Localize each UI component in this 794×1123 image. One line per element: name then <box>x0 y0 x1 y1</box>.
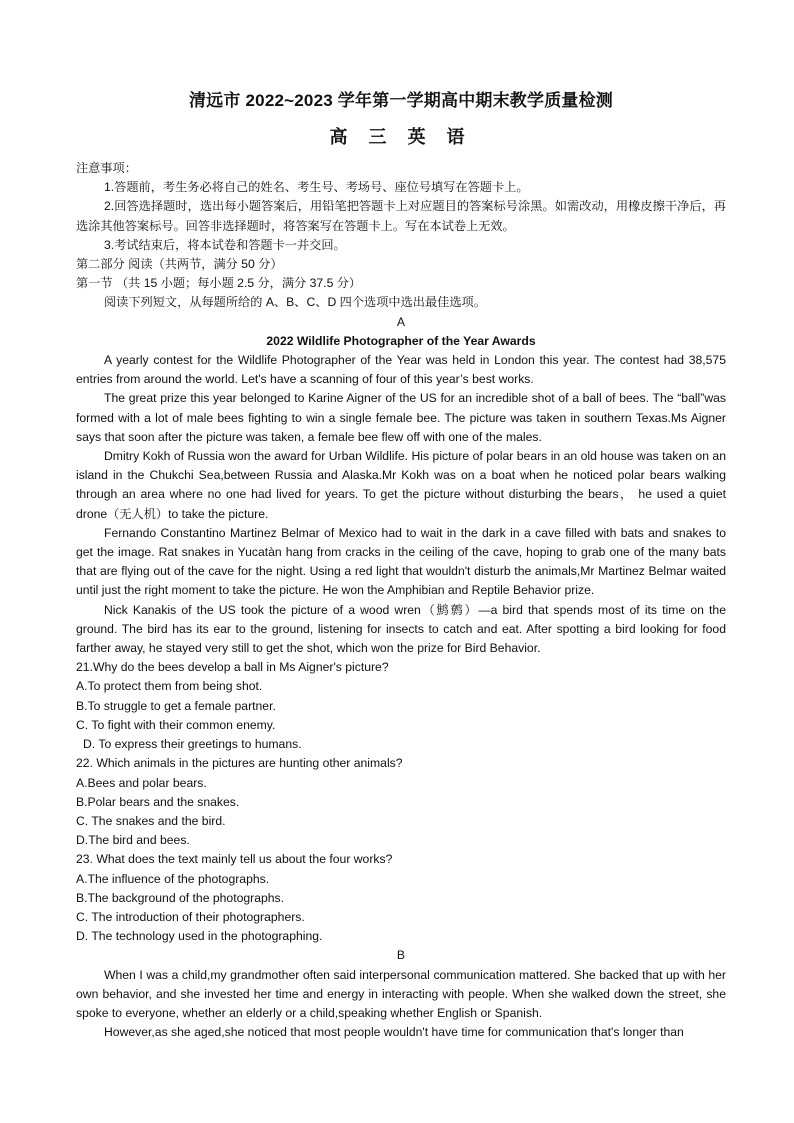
passage-paragraph: Nick Kanakis of the US took the picture of a wood wren（鹪鹩）—a bird that spends most of its time on the ground. The bird has its ear to the ground, listening for insects to catch and eat. After spotting a bird looking for food farther away, he stayed very still to get the shot, which won the prize for Bird Behavior. <box>76 602 726 656</box>
part-header <box>76 255 726 313</box>
section-heading: 第一节 （共 15 小题；每小题 2.5 分，满分 37.5 分） <box>76 276 362 291</box>
passage-letter: A <box>396 314 406 329</box>
notice-heading: 注意事项： <box>76 161 137 175</box>
answer-option: A.To protect them from being shot. <box>76 679 263 694</box>
question-stem: 22. Which animals in the pictures are hunting other animals? <box>76 756 403 771</box>
passage-title: 2022 Wildlife Photographer of the Year Awards <box>266 333 536 348</box>
passage-b <box>76 946 726 1042</box>
answer-option: D.The bird and bees. <box>76 833 190 848</box>
answer-option: B.Polar bears and the snakes. <box>76 794 240 809</box>
answer-option: D. To express their greetings to humans. <box>83 737 302 752</box>
answer-option: A.The influence of the photographs. <box>76 871 270 886</box>
passage-paragraph: However,as she aged,she noticed that most people wouldn't have time for communication that's longer than <box>104 1025 684 1040</box>
exam-page <box>76 86 726 1042</box>
question-22 <box>76 754 726 850</box>
section-instruction: 阅读下列短文，从每题所给的 A、B、C、D 四个选项中选出最佳选项。 <box>104 295 486 310</box>
notice-section <box>76 159 726 255</box>
answer-option: C. The snakes and the bird. <box>76 813 226 828</box>
passage-a <box>76 313 726 659</box>
answer-option: A.Bees and polar bears. <box>76 775 207 790</box>
passage-paragraph: Fernando Constantino Martinez Belmar of Mexico had to wait in the dark in a cave filled with bats and snakes to get the image. Rat snakes in Yucatàn hang from cracks in the ceiling of the cave, hoping to grab one of the many bats that are flying out of the cave for the night. Using a red light that wouldn't disturb the animals,Mr Martinez Belmar waited until just the right moment to take the picture. He won the Amphibian and Reptile Behavior prize. <box>76 525 726 598</box>
passage-paragraph: Dmitry Kokh of Russia won the award for Urban Wildlife. His picture of polar bears in an old house was taken on an island in the Chukchi Sea,between Russia and Alaska.Mr Kokh was on a boat when he noticed polar bears walking through an area where no one had lived for years. To get the picture without disturbing the bears， he used a quiet drone（无人机）to take the picture. <box>76 449 726 521</box>
question-23 <box>76 850 726 946</box>
question-21 <box>76 658 726 754</box>
answer-option: D. The technology used in the photographing. <box>76 929 323 944</box>
answer-option: C. The introduction of their photographers. <box>76 909 305 924</box>
subject-title: 高 三 英 语 <box>329 127 473 147</box>
question-stem: 23. What does the text mainly tell us about the four works? <box>76 852 393 867</box>
passage-paragraph: A yearly contest for the Wildlife Photographer of the Year was held in London this year. The contest had 38,575 entries from around the world. Let's have a scanning of four of this year’s best works. <box>76 353 726 387</box>
passage-paragraph: When I was a child,my grandmother often said interpersonal communication mattered. She backed that up with her own behavior, and she invested her time and energy in interacting with people. When she walked down the street, she spoke to everyone, whether an elderly or a child,speaking whether English or Spanish. <box>76 967 726 1020</box>
answer-option: C. To fight with their common enemy. <box>76 717 276 732</box>
notice-item: 2.回答选择题时，选出每小题答案后，用铅笔把答题卡上对应题目的答案标号涂黑。如需改动，用橡皮擦干净后，再选涂其他答案标号。回答非选择题时，将答案写在答题卡上。写在本试卷上无效。 <box>76 199 726 233</box>
question-stem: 21.Why do the bees develop a ball in Ms Aigner's picture? <box>76 660 389 675</box>
part-heading: 第二部分 阅读（共两节，满分 50 分） <box>76 257 283 272</box>
passage-paragraph: The great prize this year belonged to Karine Aigner of the US for an incredible shot of a ball of bees. The “ball”was formed with a lot of male bees fighting to win a single female bee. The picture was taken in southern Texas.Ms Aigner says that soon after the picture was taken, a female bee flew off with one of the males. <box>76 391 726 444</box>
passage-letter: B <box>396 948 406 963</box>
answer-option: B.To struggle to get a female partner. <box>76 698 276 713</box>
exam-title: 清远市 2022~2023 学年第一学期高中期末教学质量检测 <box>188 91 613 110</box>
notice-item: 3.考试结束后，将本试卷和答题卡一并交回。 <box>104 237 346 252</box>
notice-item: 1.答题前，考生务必将自己的姓名、考生号、考场号、座位号填写在答题卡上。 <box>104 180 529 195</box>
answer-option: B.The background of the photographs. <box>76 890 285 905</box>
